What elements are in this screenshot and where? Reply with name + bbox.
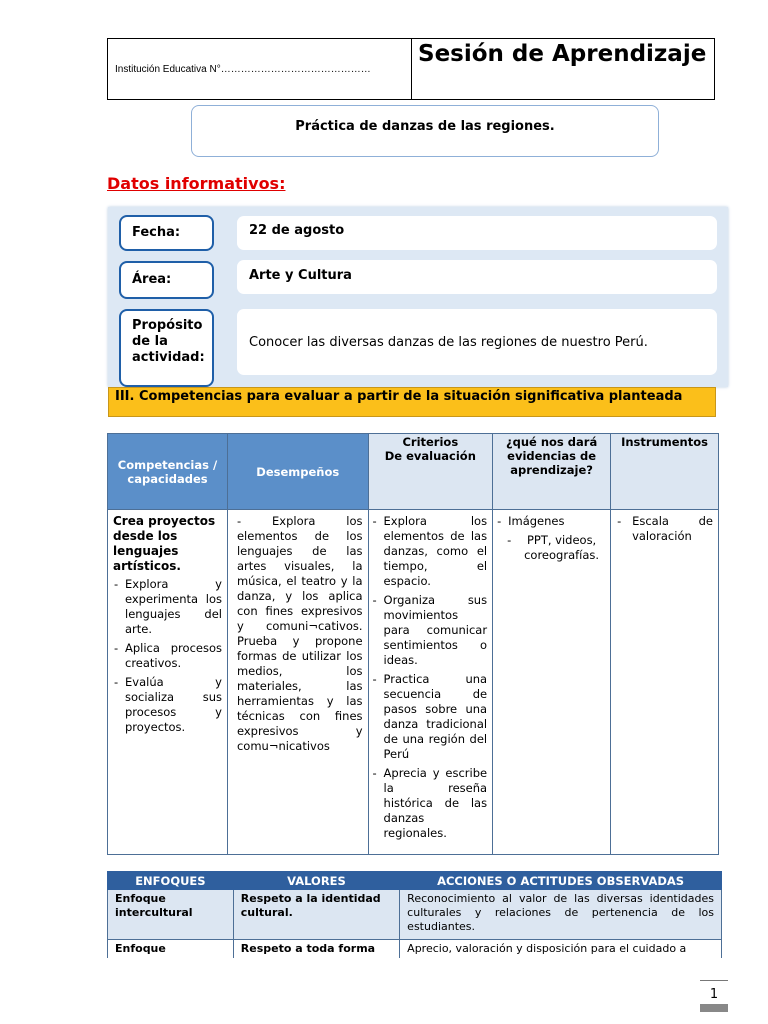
- header-table: [107, 38, 715, 100]
- evidencias-cell: [493, 510, 611, 855]
- evidencias-sublist: [496, 533, 605, 563]
- list-item: - PPT, videos, coreografías.: [506, 533, 605, 563]
- list-item: - Aprecia y escribe la reseña histórica de las danzas regionales.: [372, 766, 488, 841]
- session-title: Sesión de Aprendizaje: [418, 41, 707, 67]
- evidencias-list: [496, 514, 605, 529]
- enfoques-table: [107, 871, 722, 958]
- desempeno-cell: - Explora los elementos de los lenguajes de las artes visuales, la música, el teatro y la danza, y los aplica con fines expresivos y comuni¬cativos. Prueba y propone formas de utilizar los medios, los materiales, las herramientas y las técnicas con fines expresivos y comu¬nicativos: [227, 510, 368, 855]
- header-instrumentos: Instrumentos: [611, 434, 719, 510]
- enfoque-cell: Enfoque intercultural: [108, 890, 234, 940]
- header-enfoques: ENFOQUES: [108, 872, 234, 890]
- competencias-heading: III. Competencias para evaluar a partir de la situación significativa planteada: [108, 387, 716, 417]
- header-desempenos: Desempeños: [227, 434, 368, 510]
- list-item: - Imágenes: [496, 514, 605, 529]
- header-evidencias: ¿qué nos dará evidencias de aprendizaje?: [493, 434, 611, 510]
- list-item: - Aplica procesos creativos.: [113, 641, 222, 671]
- header-acciones: ACCIONES O ACTITUDES OBSERVADAS: [400, 872, 722, 890]
- topic-title: [191, 105, 659, 157]
- list-item: - Explora los elementos de las danzas, como el tiempo, el espacio.: [372, 514, 488, 589]
- instrumentos-cell: [611, 510, 719, 855]
- accion-cell: Aprecio, valoración y disposición para el cuidado a: [400, 940, 722, 959]
- list-item: - Practica una secuencia de pasos sobre una danza tradicional de una región del Perú: [372, 672, 488, 762]
- table-row: [108, 940, 722, 959]
- list-item: - Explora y experimenta los lenguajes del arte.: [113, 577, 222, 637]
- header-criterios: Criterios De evaluación: [368, 434, 493, 510]
- proposito-label: Propósito de la actividad:: [119, 309, 214, 387]
- list-item: - Escala de valoración: [616, 514, 713, 544]
- list-item: - Evalúa y socializa sus procesos y proyectos.: [113, 675, 222, 735]
- valor-cell: Respeto a toda forma: [233, 940, 399, 959]
- list-item: - Organiza sus movimientos para comunicar sentimientos o ideas.: [372, 593, 488, 668]
- institution-field: Institución Educativa N°………………………………………: [108, 39, 412, 99]
- fecha-value: 22 de agosto: [237, 216, 717, 250]
- fecha-label: Fecha:: [119, 215, 214, 251]
- criterios-cell: [368, 510, 493, 855]
- capacidades-list: [113, 577, 222, 735]
- competencias-table: [107, 433, 719, 855]
- enfoque-cell: Enfoque: [108, 940, 234, 959]
- criterios-list: [372, 514, 488, 841]
- area-value: Arte y Cultura: [237, 260, 717, 294]
- valor-cell: Respeto a la identidad cultural.: [233, 890, 399, 940]
- header-valores: VALORES: [233, 872, 399, 890]
- page-number-bar: [700, 1004, 728, 1012]
- table-row: [108, 890, 722, 940]
- topic-title-text: Práctica de danzas de las regiones.: [295, 119, 555, 134]
- area-label: Área:: [119, 261, 214, 299]
- header-competencias: Competencias / capacidades: [108, 434, 228, 510]
- page-number: 1: [700, 980, 728, 1014]
- info-panel: [108, 207, 728, 387]
- section-heading-datos: Datos informativos:: [107, 174, 286, 193]
- accion-cell: Reconocimiento al valor de las diversas identidades culturales y relaciones de pertenencia de los estudiantes.: [400, 890, 722, 940]
- competencia-title: Crea proyectos desde los lenguajes artísticos.: [113, 514, 216, 573]
- competencias-cell: [108, 510, 228, 855]
- instrumentos-list: [616, 514, 713, 544]
- proposito-value: Conocer las diversas danzas de las regiones de nuestro Perú.: [237, 309, 717, 375]
